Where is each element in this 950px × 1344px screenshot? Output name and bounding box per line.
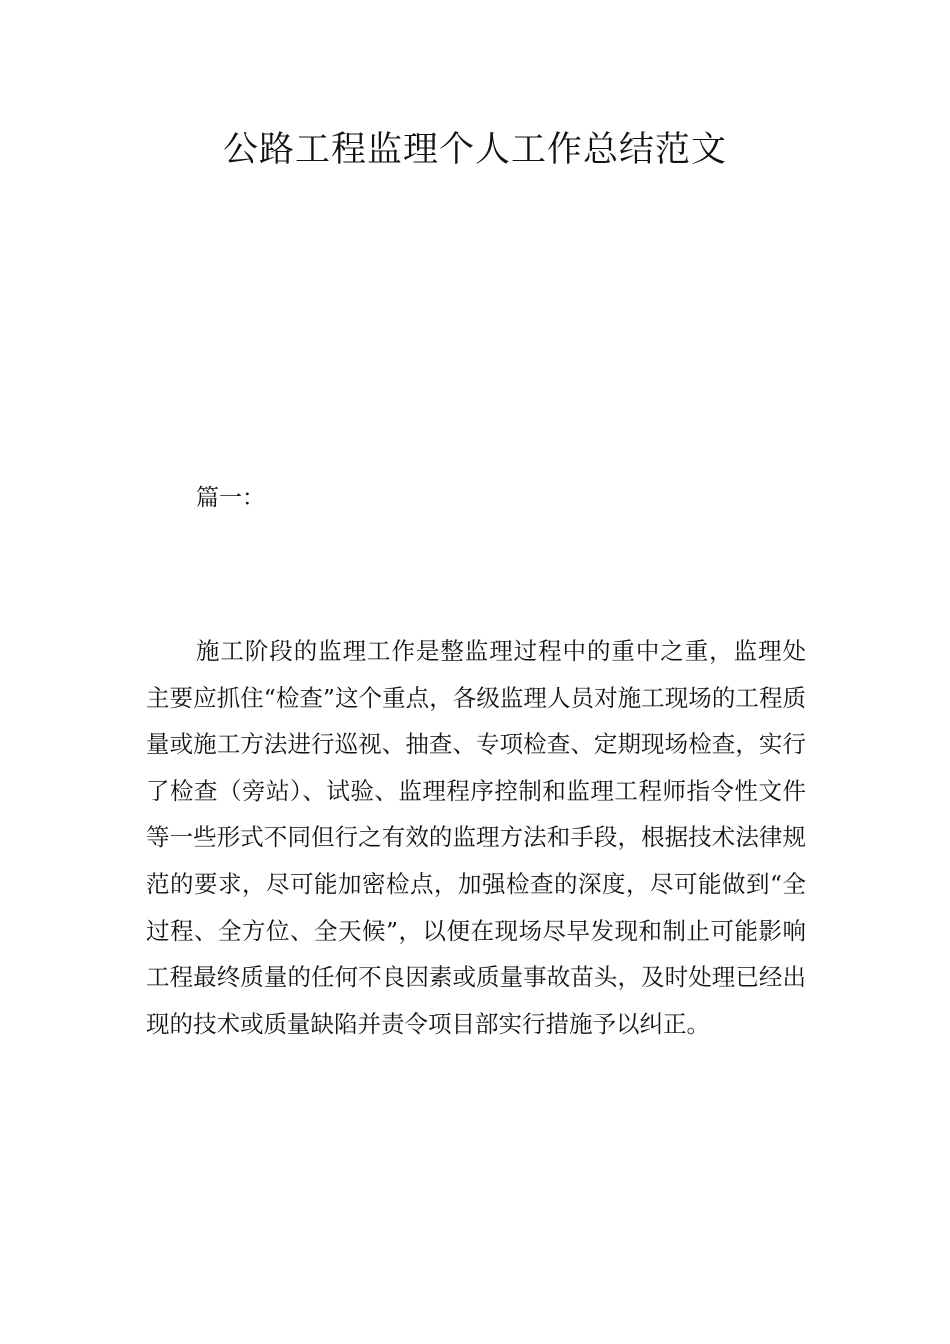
section-label: 篇一： bbox=[196, 485, 265, 511]
body-paragraph: 施工阶段的监理工作是整监理过程中的重中之重，监理处主要应抓住“检查”这个重点，各级监理人员对施工现场的工程质量或施工方法进行巡视、抽查、专项检查、定期现场检查，实行了检查（旁站）、试验、监理程序控制和监理工程师指令性文件等一些形式不同但行之有效的监理方法和手段，根据技术法律规范的要求，尽可能加密检点，加强检查的深度，尽可能做到“全过程、全方位、全天候”，以便在现场尽早发现和制止可能影响工程最终质量的任何不良因素或质量事故苗头，及时处理已经出现的技术或质量缺陷并责令项目部实行措施予以纠正。 bbox=[146, 637, 806, 1038]
document-title: 公路工程监理个人工作总结范文 bbox=[222, 130, 727, 170]
